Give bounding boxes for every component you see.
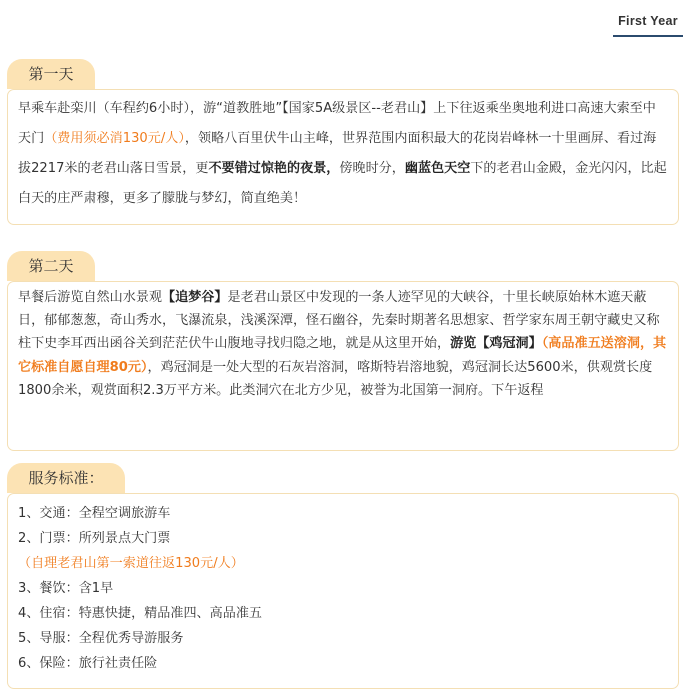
day1-text-1: 早乘车赴栾川（车程约6小时），游“道教胜地”【国家5A级景区--老君山】上下往返乘坐奥地利进口高速大索至中天门 xyxy=(18,101,656,146)
day1-highlight-night: 不要错过惊艳的夜景， xyxy=(208,161,340,176)
service-item-cableway-note: （自理老君山第一索道往返130元/人） xyxy=(18,556,244,571)
first-year-underline xyxy=(613,35,683,37)
services-tab: 服务标准： xyxy=(7,463,125,493)
service-item-lodging: 4、住宿：特惠快捷，精品准四、高品准五 xyxy=(18,606,263,621)
first-year-label: First Year xyxy=(618,14,678,28)
day2-highlight-cave: 游览【鸡冠洞】 xyxy=(450,336,542,352)
day2-tab: 第二天 xyxy=(7,251,95,281)
services-card xyxy=(7,493,679,689)
service-item-tickets: 2、门票：所列景点大门票 xyxy=(18,531,171,546)
day1-card xyxy=(7,89,679,225)
day1-tab: 第一天 xyxy=(7,59,95,89)
day1-paragraph xyxy=(18,94,668,214)
service-item-transport: 1、交通：全程空调旅游车 xyxy=(18,506,171,521)
day2-text-1: 早餐后游览自然山水景观 xyxy=(18,290,163,305)
day1-text-4: 下的老君山金殿，金光闪闪，比起白天的庄严肃穆，更多了朦胧与梦幻，简直绝美！ xyxy=(18,161,667,206)
day2-text-3: ，鸡冠洞是一处大型的石灰岩溶洞，喀斯特岩溶地貌，鸡冠洞长达5600米，供观赏长度1800余米，观赏面积2.3万平方米。此类洞穴在北方少见，被誉为北国第一洞府。下午返程 xyxy=(18,359,653,398)
day1-fee-note: （费用须必消130元/人） xyxy=(44,131,185,146)
service-item-insurance: 6、保险：旅行社责任险 xyxy=(18,656,158,671)
day2-card xyxy=(7,281,679,451)
service-item-meals: 3、餐饮：含1早 xyxy=(18,581,114,596)
day2-text-2: 是老君山景区中发现的一条人迹罕见的大峡谷，十里长峡原始林木遮天蔽日，郁郁葱葱，奇山秀水，飞瀑流泉，浅溪深潭，怪石幽谷，先秦时期著名思想家、哲学家东周王朝守藏史又称柱下史李耳西出函谷关到茫茫伏牛山腹地寻找归隐之地，就是从这里开始， xyxy=(18,290,660,352)
day1-text-2: ，领略八百里伏牛山主峰，世界范围内面积最大的花岗岩峰林一十里画屏、看过海拔2217米的老君山落日雪景，更 xyxy=(18,131,657,176)
day1-text-3: 傍晚时分， xyxy=(339,161,405,176)
day2-paragraph xyxy=(18,286,668,402)
day2-highlight-valley: 【追梦谷】 xyxy=(162,290,228,305)
service-item-guide: 5、导服：全程优秀导游服务 xyxy=(18,631,184,646)
day1-highlight-sky: 幽蓝色天空 xyxy=(404,161,471,176)
day2-cave-fee-note: （高品准五送溶洞，其它标准自愿自理80元） xyxy=(18,336,667,375)
